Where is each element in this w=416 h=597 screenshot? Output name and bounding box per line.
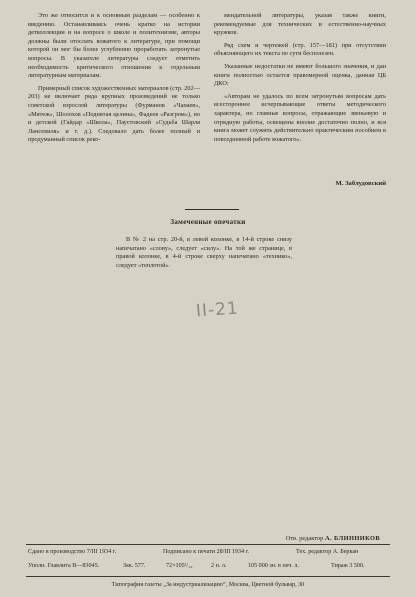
review-signature: М. Заблудовский — [335, 180, 386, 187]
imprint-rule — [26, 576, 390, 577]
right-paragraph: мендательной литературы, указав также книги, рекомендуемые для технических и естественно-научных кружков. — [214, 12, 386, 37]
glavlit-number: Уполн. Главлита В—83045. — [28, 563, 100, 569]
print-run: Тираж 3 500. — [331, 563, 365, 569]
right-paragraph: Указанные недостатки не имеют большого значения, и дан книги полностью остается правомерной оценка, данная ЦБ ДКО: — [214, 62, 386, 88]
paper-format: 72×105¹/₁₆ — [166, 563, 193, 569]
editor-name: А. БЛИННИКОВ — [324, 535, 380, 542]
errata-title: Замеченные опечатки — [170, 218, 246, 226]
sent-to-production: Сдано в производство 7/III 1934 г. — [28, 549, 117, 555]
right-column — [214, 12, 386, 144]
responsible-editor — [220, 535, 380, 542]
printer-line: Типография газеты „За индустриализацию“, Москва, Цветной бульвар, 30 — [111, 582, 305, 588]
right-paragraph: «Авторам не удалось по всем затронутым вопросам дать всестороннее исчерпывающие ответы методического характера, но главные вопросы, отражающие звеньевую и отрядную работы, освещены вполне достаточно полно, и вся книга может служить действительно практическим пособием в повседневной работе вожатого». — [214, 92, 386, 143]
order-number: Зак. 577. — [123, 563, 146, 569]
left-column — [28, 12, 200, 145]
printed-sheets: 2 п. л. — [211, 563, 227, 569]
handwritten-pencil-mark: II-21 — [195, 298, 240, 322]
section-divider — [185, 209, 239, 210]
errata-text: В № 2 на стр. 20-й, в левой колонке, в 14-й строке снизу напечатано «слову», следует «силу». На той же странице, в правой колонке, в 4-й строке сверху напечатано «технико», следует «теплотой». — [116, 236, 292, 269]
editor-label: Отв. редактор — [285, 535, 324, 542]
left-paragraph: Примерный список художественных материалов (стр. 202—203) не включает ряда крупных произведений не только советской взрослой литературы (Фурманов «Чапаев», «Мятеж», Шолохов «Поднятая целина», Фадеев «Разгром»), но и детской (Гайдар «Школа», Паустовский «Судьба Шарля Лансевиля» и т. д.). Следовало дать более полный и продуманный список реко- — [28, 84, 200, 144]
tech-editor: Тех. редактор А. Беркан — [296, 549, 359, 555]
signs-per-sheet: 105 000 зн. в печ. л. — [248, 563, 299, 569]
imprint-rule — [26, 544, 390, 545]
right-paragraph: Ряд схем и чертежей (стр. 157—181) при отсутствии объясняющего их текста по сути бесполезен. — [214, 41, 386, 58]
signed-to-print: Подписано к печати 28/III 1934 г. — [163, 549, 250, 555]
left-paragraph: Это же относится и к основным разделам — особенно к введению. Останавливаясь очень кратко на истории детколлекции и на вопросе о школе и политехнизме, авторы должны были отослать вожатого к литературе, при помощи которой он мог бы более углубленно проработать затронутые вопросы. В указателе литературы следует отметить необходимость критического отношения к отдельным литературным материалам. — [28, 12, 200, 80]
errata-block — [116, 236, 292, 270]
